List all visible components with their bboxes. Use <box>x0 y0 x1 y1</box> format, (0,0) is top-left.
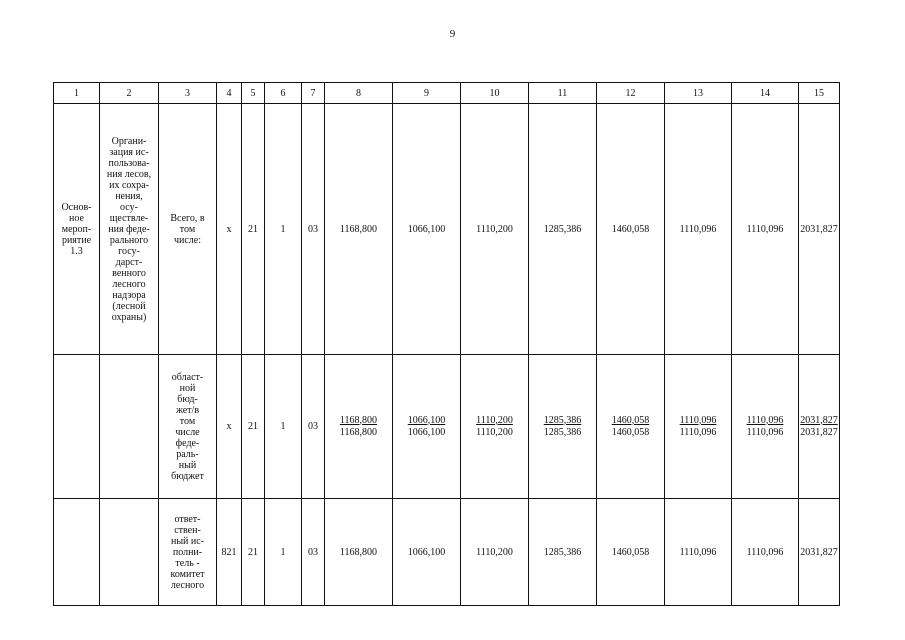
code-cell: 03 <box>302 104 325 355</box>
activity-cell: Основ- ное мероп- риятие 1.3 <box>54 104 100 355</box>
code-cell: 1 <box>265 355 302 499</box>
value-top: 1168,800 <box>339 414 378 426</box>
value-top: 1460,058 <box>611 414 650 426</box>
budget-table <box>53 82 840 606</box>
value-cell: 1066,100 <box>393 499 461 606</box>
col-header: 6 <box>265 83 302 104</box>
col-header: 2 <box>100 83 159 104</box>
activity-name-cell <box>100 499 159 606</box>
code-cell: 821 <box>217 499 242 606</box>
col-header: 11 <box>529 83 597 104</box>
col-header: 13 <box>665 83 732 104</box>
table-row <box>54 355 840 499</box>
code-cell: 21 <box>242 499 265 606</box>
code-cell: 03 <box>302 499 325 606</box>
value-cell: 2031,827 <box>799 499 840 606</box>
activity-cell <box>54 499 100 606</box>
source-cell: ответ- ствен- ный ис- полни- тель - комитет лесного <box>159 499 217 606</box>
value-cell: 1460,058 <box>597 104 665 355</box>
code-cell: 03 <box>302 355 325 499</box>
value-cell: 1285,386 <box>529 104 597 355</box>
value-cell: 1110,096 <box>665 104 732 355</box>
value-bottom: 1110,200 <box>476 426 513 438</box>
value-top: 2031,827 <box>800 414 838 426</box>
value-bottom: 1066,100 <box>407 426 446 438</box>
code-cell: х <box>217 104 242 355</box>
value-bottom: 1285,386 <box>543 426 582 438</box>
col-header: 7 <box>302 83 325 104</box>
col-header: 5 <box>242 83 265 104</box>
col-header: 3 <box>159 83 217 104</box>
page-number: 9 <box>449 28 456 40</box>
value-cell: 1110,096 <box>732 499 799 606</box>
col-header: 14 <box>732 83 799 104</box>
value-cell: 1110,200 <box>461 104 529 355</box>
value-cell <box>393 355 461 499</box>
value-bottom: 2031,827 <box>800 426 838 438</box>
source-cell: Всего, в том числе: <box>159 104 217 355</box>
code-cell: х <box>217 355 242 499</box>
code-cell: 1 <box>265 499 302 606</box>
code-cell: 21 <box>242 355 265 499</box>
value-cell: 1460,058 <box>597 499 665 606</box>
table-row <box>54 104 840 355</box>
value-cell <box>665 355 732 499</box>
value-top: 1110,096 <box>746 414 784 426</box>
value-bottom: 1110,096 <box>679 426 717 438</box>
value-cell: 1285,386 <box>529 499 597 606</box>
col-header: 1 <box>54 83 100 104</box>
code-cell: 21 <box>242 104 265 355</box>
col-header: 15 <box>799 83 840 104</box>
code-cell: 1 <box>265 104 302 355</box>
col-header: 9 <box>393 83 461 104</box>
value-top: 1066,100 <box>407 414 446 426</box>
value-cell <box>732 355 799 499</box>
value-cell <box>461 355 529 499</box>
value-bottom: 1168,800 <box>339 426 378 438</box>
value-bottom: 1460,058 <box>611 426 650 438</box>
col-header: 10 <box>461 83 529 104</box>
header-row <box>54 83 840 104</box>
col-header: 8 <box>325 83 393 104</box>
col-header: 12 <box>597 83 665 104</box>
activity-cell <box>54 355 100 499</box>
value-cell: 1110,200 <box>461 499 529 606</box>
value-cell <box>799 355 840 499</box>
table-row <box>54 499 840 606</box>
col-header: 4 <box>217 83 242 104</box>
value-cell: 1168,800 <box>325 104 393 355</box>
value-bottom: 1110,096 <box>746 426 784 438</box>
source-cell: област- ной бюд- жет/в том числе феде- раль- ный бюджет <box>159 355 217 499</box>
value-cell: 1110,096 <box>665 499 732 606</box>
value-cell: 1066,100 <box>393 104 461 355</box>
activity-name-cell <box>100 355 159 499</box>
value-top: 1285,386 <box>543 414 582 426</box>
value-cell: 1168,800 <box>325 499 393 606</box>
value-top: 1110,096 <box>679 414 717 426</box>
value-cell: 2031,827 <box>799 104 840 355</box>
value-cell <box>529 355 597 499</box>
value-top: 1110,200 <box>476 414 513 426</box>
value-cell: 1110,096 <box>732 104 799 355</box>
value-cell <box>597 355 665 499</box>
value-cell <box>325 355 393 499</box>
activity-name-cell: Органи- зация ис- пользова- ния лесов, их сохра- нения, осу- ществле- ния феде- рального госу- дарст- венного лесного надзора (лесной охраны) <box>100 104 159 355</box>
